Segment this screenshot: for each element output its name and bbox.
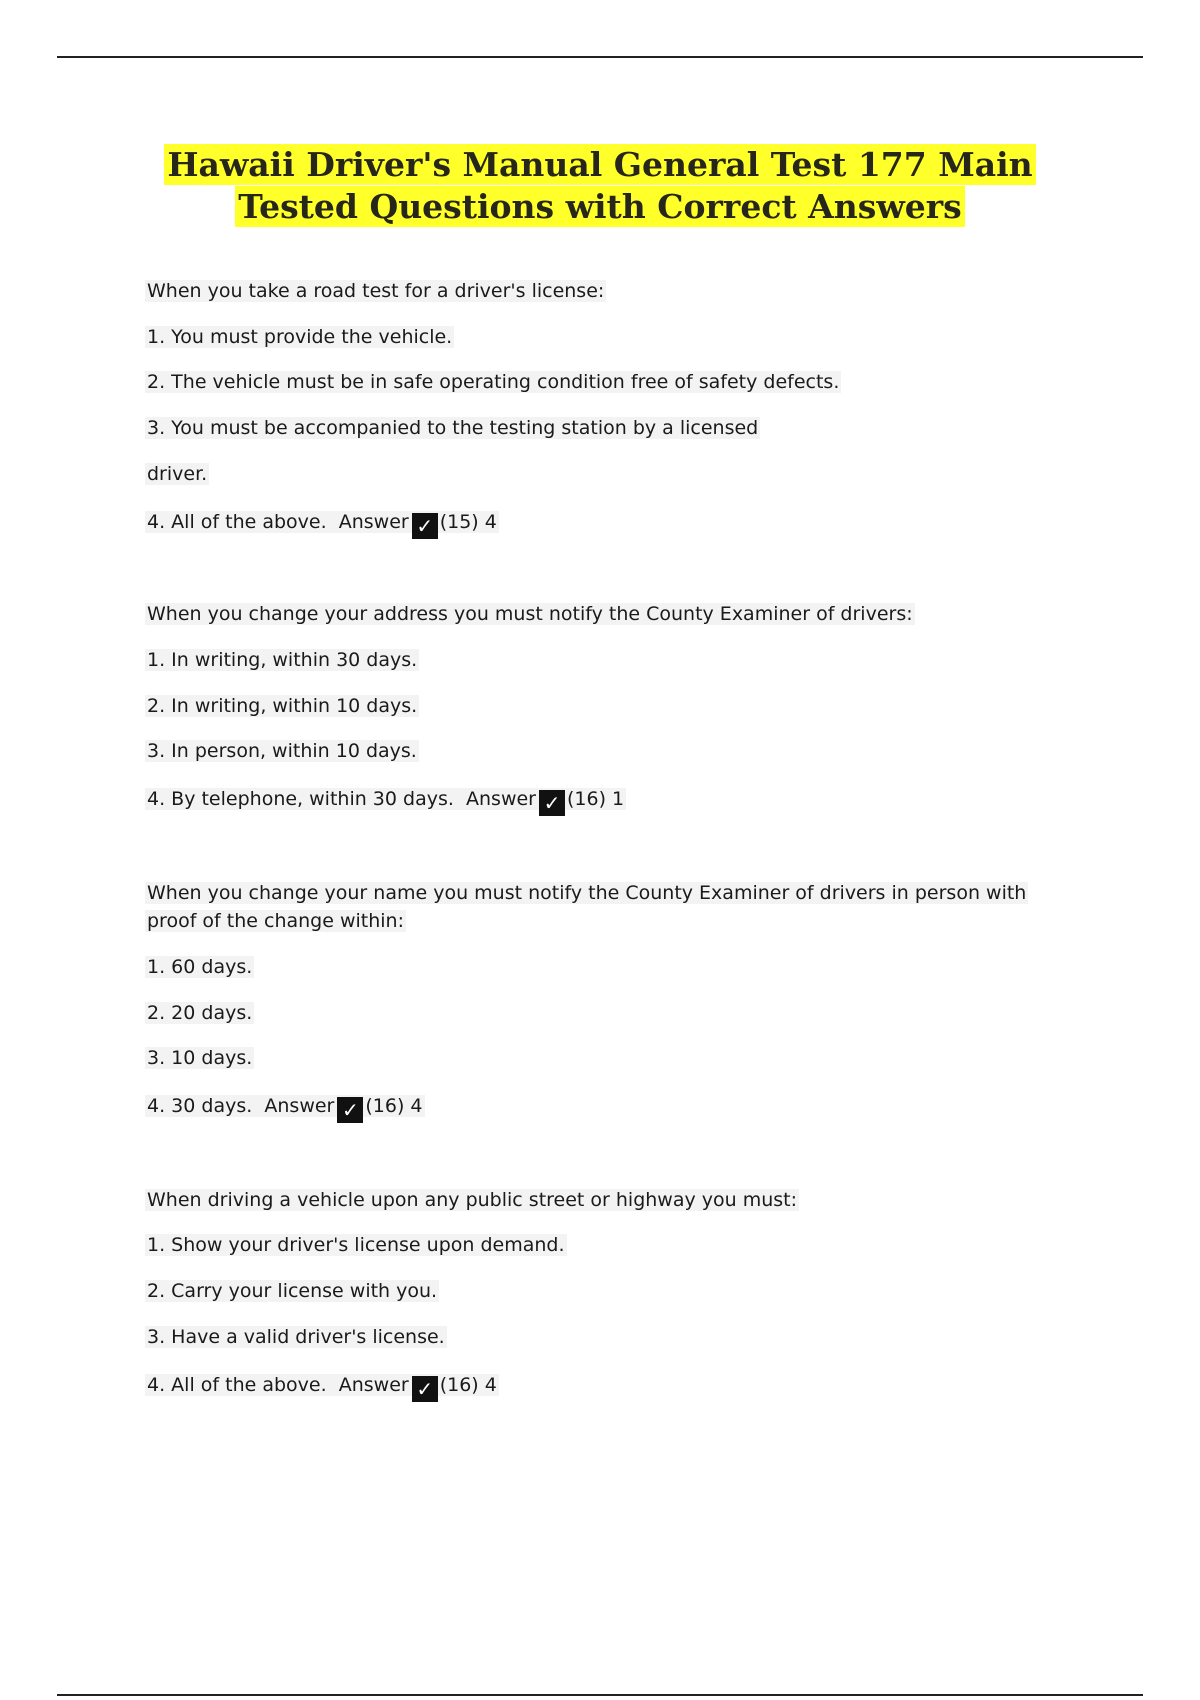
option-1: 1. Show your driver's license upon demand. [147,1234,565,1256]
option-4-with-answer: 4. By telephone, within 30 days. Answer ✓ (16) 1 [147,788,625,815]
answer-label: Answer [466,788,536,810]
option-3: 3. You must be accompanied to the testing station by a licensed [147,417,759,439]
option-3: 3. 10 days. [147,1047,253,1069]
answer-value: (16) 1 [566,788,625,810]
bottom-rule [57,1694,1143,1696]
option-4-with-answer: 4. All of the above. Answer ✓ (16) 4 [147,1374,497,1401]
top-rule [57,56,1143,58]
option-2: 2. The vehicle must be in safe operating condition free of safety defects. [147,371,840,393]
option-4-with-answer: 4. All of the above. Answer ✓ (15) 4 [147,511,497,538]
check-icon: ✓ [337,1097,363,1123]
answer-value: (16) 4 [365,1095,423,1117]
option-1: 1. 60 days. [147,956,253,978]
question-prompt: When you take a road test for a driver's license: [147,280,605,302]
option-3: 3. In person, within 10 days. [147,740,417,762]
answer-label: Answer [338,1374,409,1396]
option-1: 1. In writing, within 30 days. [147,649,418,671]
check-icon: ✓ [412,513,438,539]
option-3: 3. Have a valid driver's license. [147,1326,445,1348]
question-prompt: When you change your address you must notify the County Examiner of drivers: [147,603,913,625]
check-icon: ✓ [412,1376,438,1402]
option-2: 2. In writing, within 10 days. [147,695,418,717]
question-prompt: When driving a vehicle upon any public street or highway you must: [147,1189,798,1211]
option-4-with-answer: 4. 30 days. Answer ✓ (16) 4 [147,1095,423,1122]
option-2: 2. 20 days. [147,1002,253,1024]
answer-label: Answer [264,1095,335,1117]
answer-value: (15) 4 [439,511,497,533]
option-2: 2. Carry your license with you. [147,1280,438,1302]
document-title [120,144,1080,228]
title-highlight: Hawaii Driver's Manual General Test 177 Main Tested Questions with Correct Answers [164,144,1035,227]
answer-label: Answer [338,511,409,533]
answer-value: (16) 4 [439,1374,497,1396]
option-3-continued: driver. [147,463,208,485]
option-1: 1. You must provide the vehicle. [147,326,453,348]
question-prompt: When you change your name you must notify the County Examiner of drivers in person with proof of the change within: [147,882,1027,932]
check-icon: ✓ [539,790,565,816]
